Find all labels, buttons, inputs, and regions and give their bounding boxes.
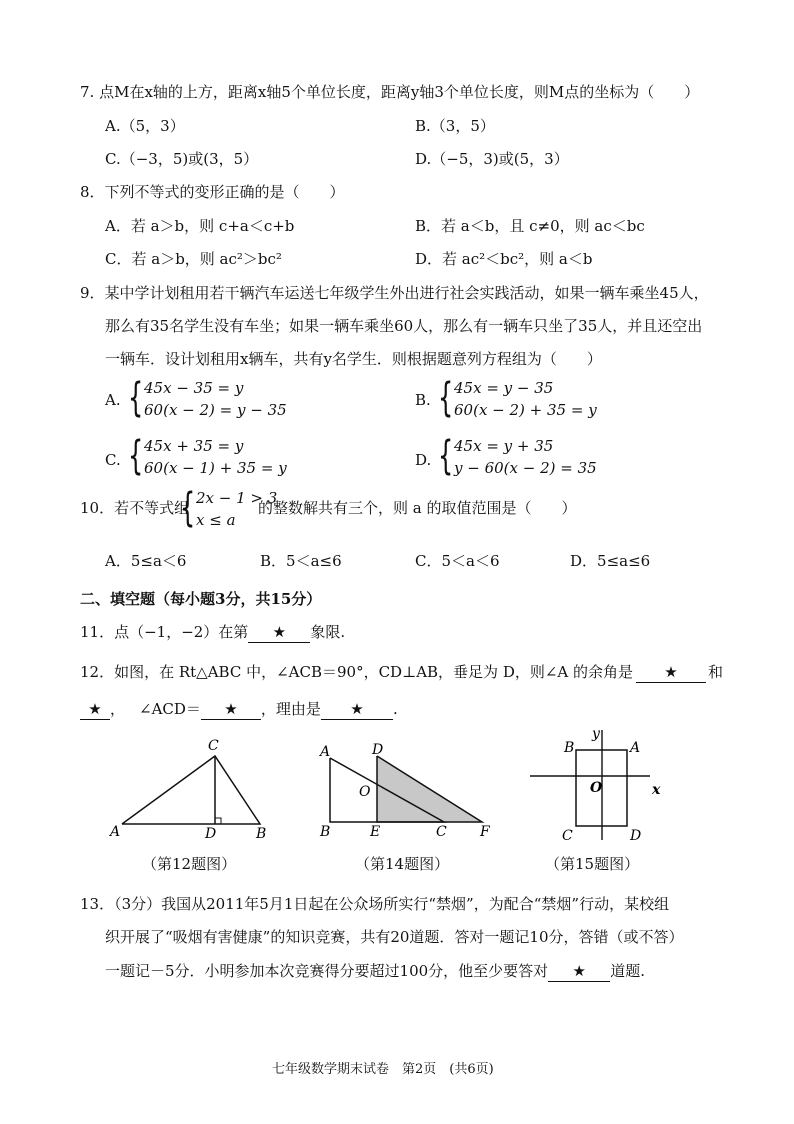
brace-symbol: {: [128, 375, 144, 421]
q9-option-c-eq1: 45x + 35 = y: [144, 437, 244, 455]
q9-option-d-system: [438, 433, 658, 480]
q9-option-d-eq1: 45x = y + 35: [454, 437, 554, 455]
q7-option-d: D.（−5，3)或(5，3）: [415, 150, 569, 168]
q11-answer-blank[interactable]: ★: [248, 622, 310, 643]
q12-text: 12．如图，在 Rt△ABC 中，∠ACB＝90°，CD⊥AB，垂足为 D，则∠A 的余角是: [80, 663, 634, 681]
q13-line3-before: 一题记－5分．小明参加本次竞赛得分要超过100分，他至少要答对: [105, 962, 549, 980]
q9-option-b-label: B.: [415, 391, 431, 409]
section-heading: 二、填空题（每小题3分，共15分）: [80, 590, 322, 608]
q12-answer-blank-2[interactable]: ★: [80, 699, 110, 720]
q9-option-b-eq2: 60(x − 2) + 35 = y: [454, 401, 597, 419]
q8-option-a: A．若 a＞b，则 c+a＜c+b: [105, 217, 295, 235]
label-c: C: [208, 738, 219, 754]
label-o: O: [359, 784, 371, 800]
label-d: D: [205, 826, 217, 842]
q10-option-b: B．5＜a≤6: [260, 552, 342, 570]
q9-stem-1: 9．某中学计划租用若干辆汽车运送七年级学生外出进行社会实践活动，如果一辆车乘坐45人，: [80, 284, 709, 302]
q10-prefix: 10．若不等式组: [80, 499, 190, 517]
brace-symbol: {: [438, 375, 454, 421]
label-y: y: [592, 726, 600, 742]
label-c: C: [436, 824, 447, 840]
q12-comma: ，: [110, 700, 126, 718]
q9-option-a-system: [128, 375, 348, 422]
q12-reason: ，理由是: [260, 700, 321, 718]
figure-14-caption: （第14题图）: [355, 855, 450, 873]
q12-end: .: [392, 700, 398, 718]
q9-stem-2: 那么有35名学生没有车坐；如果一辆车乘坐60人，那么有一辆车只坐了35人，并且还空出: [105, 317, 703, 335]
q7-option-a: A.（5，3）: [105, 117, 185, 135]
label-a: A: [110, 824, 121, 840]
q10-eq2: x ≤ a: [196, 511, 236, 529]
label-b: B: [320, 824, 331, 840]
q13-line3: [105, 961, 645, 982]
brace-symbol: {: [128, 433, 144, 479]
q9-option-a-eq2: 60(x − 2) = y − 35: [144, 401, 287, 419]
q8-option-c: C．若 a＞b，则 ac²＞bc²: [105, 250, 282, 268]
figure-15: [526, 722, 676, 844]
q9-option-c-label: C.: [105, 451, 121, 469]
q8-option-d: D．若 ac²＜bc²，则 a＜b: [415, 250, 593, 268]
q7-option-b: B.（3，5）: [415, 117, 495, 135]
q12-acd: ∠ACD＝: [139, 700, 201, 718]
label-c: C: [562, 828, 573, 844]
label-e: E: [370, 824, 381, 840]
q10-option-d: D．5≤a≤6: [570, 552, 651, 570]
q10-suffix: 的整数解共有三个，则 a 的取值范围是（ ）: [258, 499, 577, 517]
q9-option-a-label: A.: [105, 391, 121, 409]
q9-option-b-system: [438, 375, 658, 422]
figure-12: [108, 734, 278, 842]
q9-option-d-label: D.: [415, 451, 432, 469]
q10-option-a: A．5≤a＜6: [105, 552, 187, 570]
q8-option-b: B．若 a＜b，且 c≠0，则 ac＜bc: [415, 217, 645, 235]
triangle-abc: [122, 756, 260, 824]
q7-stem: 7. 点M在x轴的上方，距离x轴5个单位长度，距离y轴3个单位长度，则M点的坐标为（ ）: [80, 83, 700, 101]
q13-line3-after: 道题.: [610, 962, 645, 980]
label-d: D: [630, 828, 642, 844]
q12-line2: [80, 699, 398, 720]
figure-12-caption: （第12题图）: [142, 855, 237, 873]
right-angle-mark: [215, 818, 221, 824]
q10-eq1: 2x − 1 > 3: [196, 489, 278, 507]
q12-line1: [80, 662, 633, 682]
q11: [80, 622, 345, 643]
q12-answer-blank-4[interactable]: ★: [321, 699, 393, 720]
q13-answer-blank[interactable]: ★: [548, 961, 610, 982]
label-b: B: [256, 826, 267, 842]
q9-option-a-eq1: 45x − 35 = y: [144, 379, 244, 397]
label-x: x: [652, 782, 661, 798]
q12-answer-blank-3[interactable]: ★: [201, 699, 261, 720]
label-o: O: [590, 780, 603, 796]
page-footer: 七年级数学期末试卷 第2页 (共6页): [272, 1062, 494, 1077]
q12-blank1-wrap: [636, 662, 723, 683]
q11-before: 11．点（−1，−2）在第: [80, 623, 249, 641]
brace-symbol: {: [180, 485, 196, 531]
q9-option-c-eq2: 60(x − 1) + 35 = y: [144, 459, 287, 477]
label-d: D: [372, 742, 384, 758]
q10-system: [180, 485, 278, 532]
q11-after: 象限.: [310, 623, 346, 641]
figure-15-caption: （第15题图）: [545, 855, 640, 873]
brace-symbol: {: [438, 433, 454, 479]
label-a: A: [630, 740, 641, 756]
q9-stem-3: 一辆车．设计划租用x辆车，共有y名学生．则根据题意列方程组为（ ）: [105, 350, 602, 368]
q12-and: 和: [708, 663, 724, 681]
q13-line1: 13．（3分）我国从2011年5月1日起在公众场所实行“禁烟”，为配合“禁烟”行动，某校组: [80, 895, 670, 913]
q8-stem: 8．下列不等式的变形正确的是（ ）: [80, 183, 345, 201]
label-a: A: [320, 744, 331, 760]
q13-line2: 织开展了“吸烟有害健康”的知识竞赛，共有20道题．答对一题记10分，答错（或不答）: [105, 928, 684, 946]
figure-14: [312, 738, 502, 842]
q12-answer-blank-1[interactable]: ★: [636, 662, 706, 683]
q10-option-c: C．5＜a＜6: [415, 552, 500, 570]
q9-option-c-system: [128, 433, 348, 480]
q7-option-c: C.（−3，5)或(3，5）: [105, 150, 259, 168]
q9-option-d-eq2: y − 60(x − 2) = 35: [454, 459, 597, 477]
q9-option-b-eq1: 45x = y − 35: [454, 379, 554, 397]
label-b: B: [564, 740, 575, 756]
label-f: F: [480, 824, 490, 840]
